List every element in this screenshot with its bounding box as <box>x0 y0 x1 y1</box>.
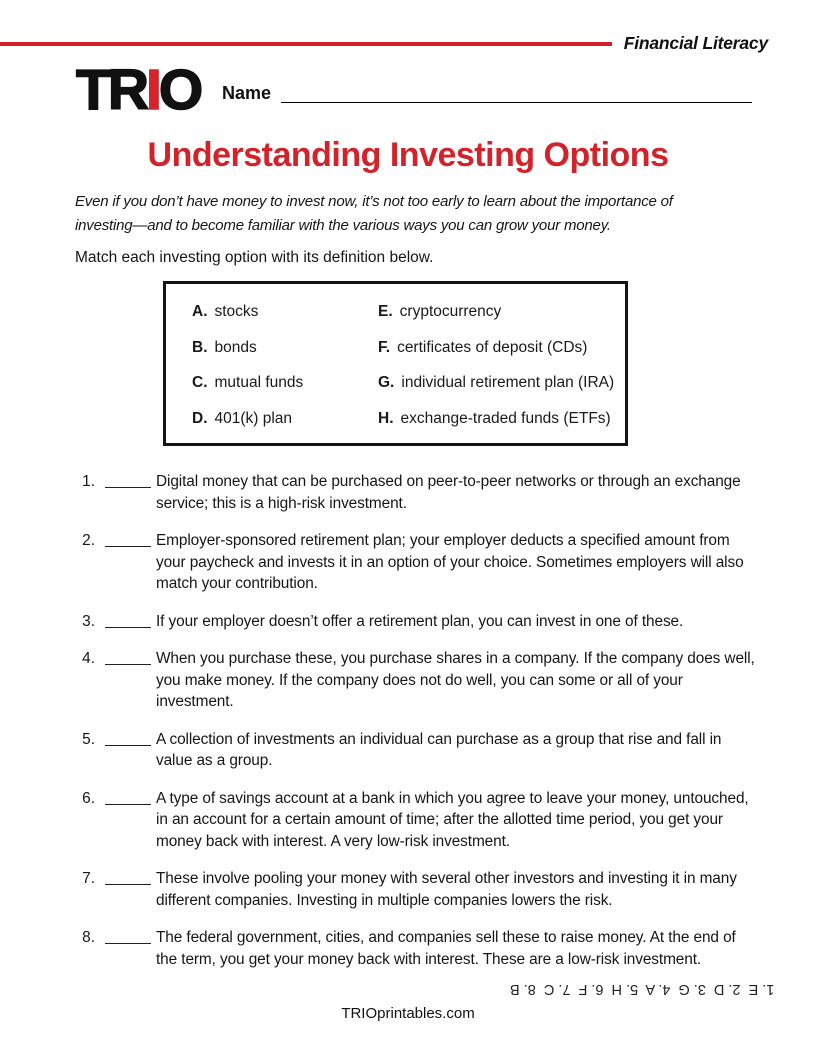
question-number: 7. <box>82 870 95 887</box>
option-item-d <box>192 408 378 429</box>
name-row <box>222 83 752 103</box>
option-text: exchange-traded funds (ETFs) <box>400 409 611 427</box>
options-column-left <box>192 301 378 443</box>
option-item-c <box>192 372 378 393</box>
option-letter: B. <box>192 338 208 356</box>
logo-part-o: O <box>158 58 201 122</box>
footer-url: TRIOprintables.com <box>341 1005 475 1022</box>
option-letter: A. <box>192 303 208 320</box>
question-row-7 <box>75 868 781 911</box>
question-row-1 <box>75 471 781 514</box>
question-list <box>75 471 781 986</box>
question-number: 1. <box>82 473 95 490</box>
matching-options-box <box>163 281 628 446</box>
question-row-6 <box>75 788 781 853</box>
option-item-e <box>378 301 617 322</box>
option-item-a <box>192 301 378 322</box>
option-text: stocks <box>214 303 259 320</box>
option-item-f <box>378 337 617 358</box>
question-number: 4. <box>82 650 95 667</box>
question-text: A type of savings account at a bank in which you agree to leave your money, untouched, in an account for a certain amount of time; after the allotted time period, you get your money back with interest. A very low-risk investment. <box>156 789 749 850</box>
option-letter: D. <box>192 409 208 427</box>
logo-part-i: I <box>145 58 159 122</box>
page-title: Understanding Investing Options <box>147 136 669 174</box>
question-row-3 <box>75 611 781 633</box>
option-text: individual retirement plan (IRA) <box>401 374 615 391</box>
answer-key: 1. E 2. D 3. G 4. A 5. H 6. F 7. C 8. B <box>509 981 774 997</box>
trio-logo <box>76 58 201 122</box>
logo-part-tr: TR <box>76 58 146 122</box>
answer-blank-1[interactable] <box>105 471 151 488</box>
header-category-label: Financial Literacy <box>623 33 768 53</box>
answer-blank-8[interactable] <box>105 927 151 944</box>
question-row-5 <box>75 729 781 772</box>
option-text: mutual funds <box>214 374 304 391</box>
header-rule <box>0 42 612 46</box>
intro-text: Even if you don’t have money to invest now, it’s not too early to learn about the importance of investing—and to become familiar with the various ways you can grow your money. <box>75 193 673 234</box>
question-number: 8. <box>82 929 95 946</box>
option-text: certificates of deposit (CDs) <box>397 338 588 356</box>
option-letter: C. <box>192 374 208 391</box>
question-number: 6. <box>82 789 95 807</box>
question-text: Digital money that can be purchased on peer-to-peer networks or through an exchange service; this is a high-risk investment. <box>156 473 741 512</box>
name-input-line[interactable] <box>281 83 752 103</box>
question-text: Employer-sponsored retirement plan; your employer deducts a specified amount from your paycheck and invests it in an option of your choice. Sometimes employers will also match your contribution. <box>156 532 744 592</box>
option-item-g <box>378 372 617 393</box>
option-text: cryptocurrency <box>399 303 502 320</box>
question-text: These involve pooling your money with several other investors and investing it in many different companies. Investing in multiple companies lowers the risk. <box>156 870 737 909</box>
question-text: If your employer doesn’t offer a retirement plan, you can invest in one of these. <box>156 612 684 630</box>
answer-blank-6[interactable] <box>105 788 151 805</box>
answer-blank-7[interactable] <box>105 868 151 885</box>
question-number: 3. <box>82 612 95 630</box>
name-label: Name <box>222 83 272 103</box>
answer-blank-5[interactable] <box>105 729 151 746</box>
option-item-b <box>192 337 378 358</box>
question-text: The federal government, cities, and companies sell these to raise money. At the end of the term, you get your money back with interest. These are a low-risk investment. <box>156 929 736 968</box>
option-text: 401(k) plan <box>214 409 293 427</box>
option-letter: F. <box>378 338 391 356</box>
question-text: A collection of investments an individual can purchase as a group that rise and fall in value as a group. <box>156 730 722 769</box>
question-number: 5. <box>82 730 95 748</box>
header <box>0 33 768 54</box>
options-column-right <box>378 301 617 443</box>
question-row-8 <box>75 927 781 970</box>
answer-blank-4[interactable] <box>105 648 151 665</box>
option-text: bonds <box>214 338 257 356</box>
question-row-2 <box>75 530 781 595</box>
instructions-text: Match each investing option with its definition below. <box>75 249 434 266</box>
answer-blank-2[interactable] <box>105 530 151 547</box>
answer-blank-3[interactable] <box>105 611 151 628</box>
option-item-h <box>378 408 617 429</box>
question-row-4 <box>75 648 781 713</box>
question-number: 2. <box>82 532 95 549</box>
option-letter: G. <box>378 374 395 391</box>
option-letter: E. <box>378 303 393 320</box>
option-letter: H. <box>378 409 394 427</box>
question-text: When you purchase these, you purchase shares in a company. If the company does well, you make money. If the company does not do well, you can some or all of your investment. <box>156 650 755 710</box>
